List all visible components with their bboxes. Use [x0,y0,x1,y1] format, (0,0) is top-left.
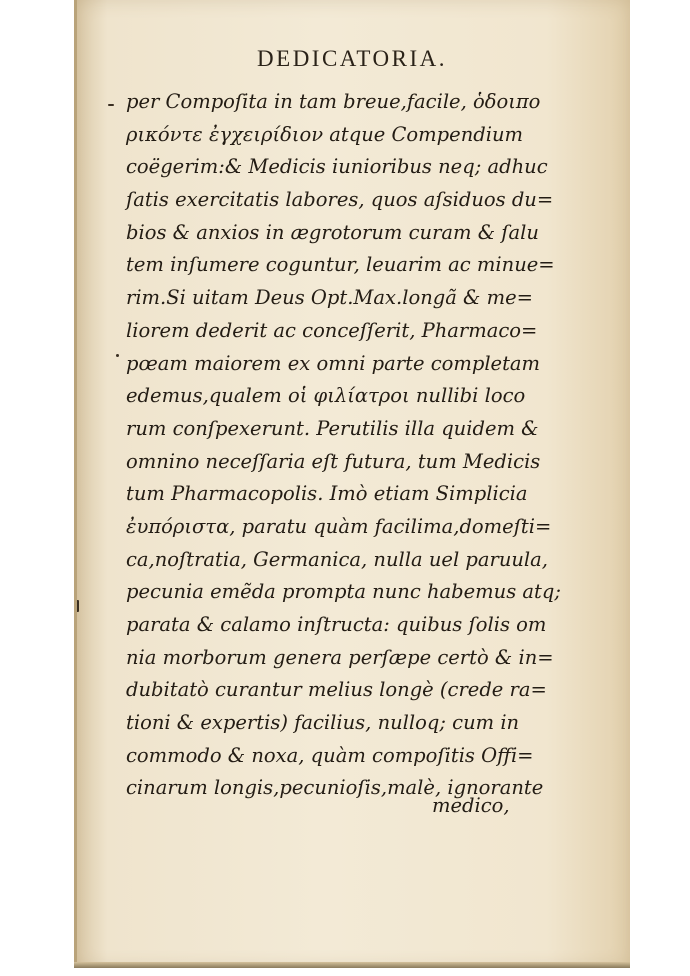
text-line: per Compoſita in tam breue,facile, ὁδοιπο [126,90,541,113]
text-line: pecunia emẽda prompta nunc habemus atq; [126,580,561,604]
text-line: ſatis exercitatis labores, quos aſsiduos du= [126,188,554,212]
text-line: tem inſumere coguntur, leuarim ac minue= [126,253,555,277]
text-line: omnino neceſſaria eſt futura, tum Medicis [126,449,541,473]
text-line: ρικόντε ἐγχειρίδιον atque Compendium [126,122,524,146]
text-line: pœam maiorem ex omni parte completam [126,351,541,375]
text-block [126,86,596,805]
text-line: liorem dederit ac conceſſerit, Pharmaco= [126,318,538,342]
text-line: tum Pharmacopolis. Imò etiam Simplicia [126,482,528,506]
book-page [74,0,630,968]
text-line: rim.Si uitam Deus Opt.Max.longã & me= [126,286,533,310]
text-line: nia morborum genera perſæpe certò & in= [126,645,554,669]
text-line: ἐυπόριστα, paratu quàm facilima,domeſti= [126,514,552,538]
page-bottom-edge [74,962,630,968]
text-line: cinarum longis,pecunioſis,malè, ignorante [126,776,544,800]
catchword: medico, [432,794,510,817]
running-head: DEDICATORIA. [257,46,447,71]
text-line: coëgerim:& Medicis iunioribus neq; adhuc [126,155,548,179]
text-line: commodo & noxa, quàm compoſitis Offi= [126,743,534,767]
text-line: tioni & expertis) facilius, nulloq; cum in [126,711,520,735]
text-line: rum conſpexerunt. Perutilis illa quidem & [126,416,539,440]
text-line: edemus,qualem οἱ φιλίατροι nullibi loco [126,384,526,408]
page-gutter-edge [74,0,77,968]
text-line: dubitatò curantur melius longè (crede ra= [126,678,547,702]
text-line: bios & anxios in ægrotorum curam & ſalu [126,220,539,244]
margin-mark [116,354,119,357]
text-line: parata & calamo inſtructa: quibus ſolis om [126,613,547,636]
text-line: ca,noſtratia, Germanica, nulla uel paruula, [126,547,548,571]
margin-mark [108,104,114,106]
